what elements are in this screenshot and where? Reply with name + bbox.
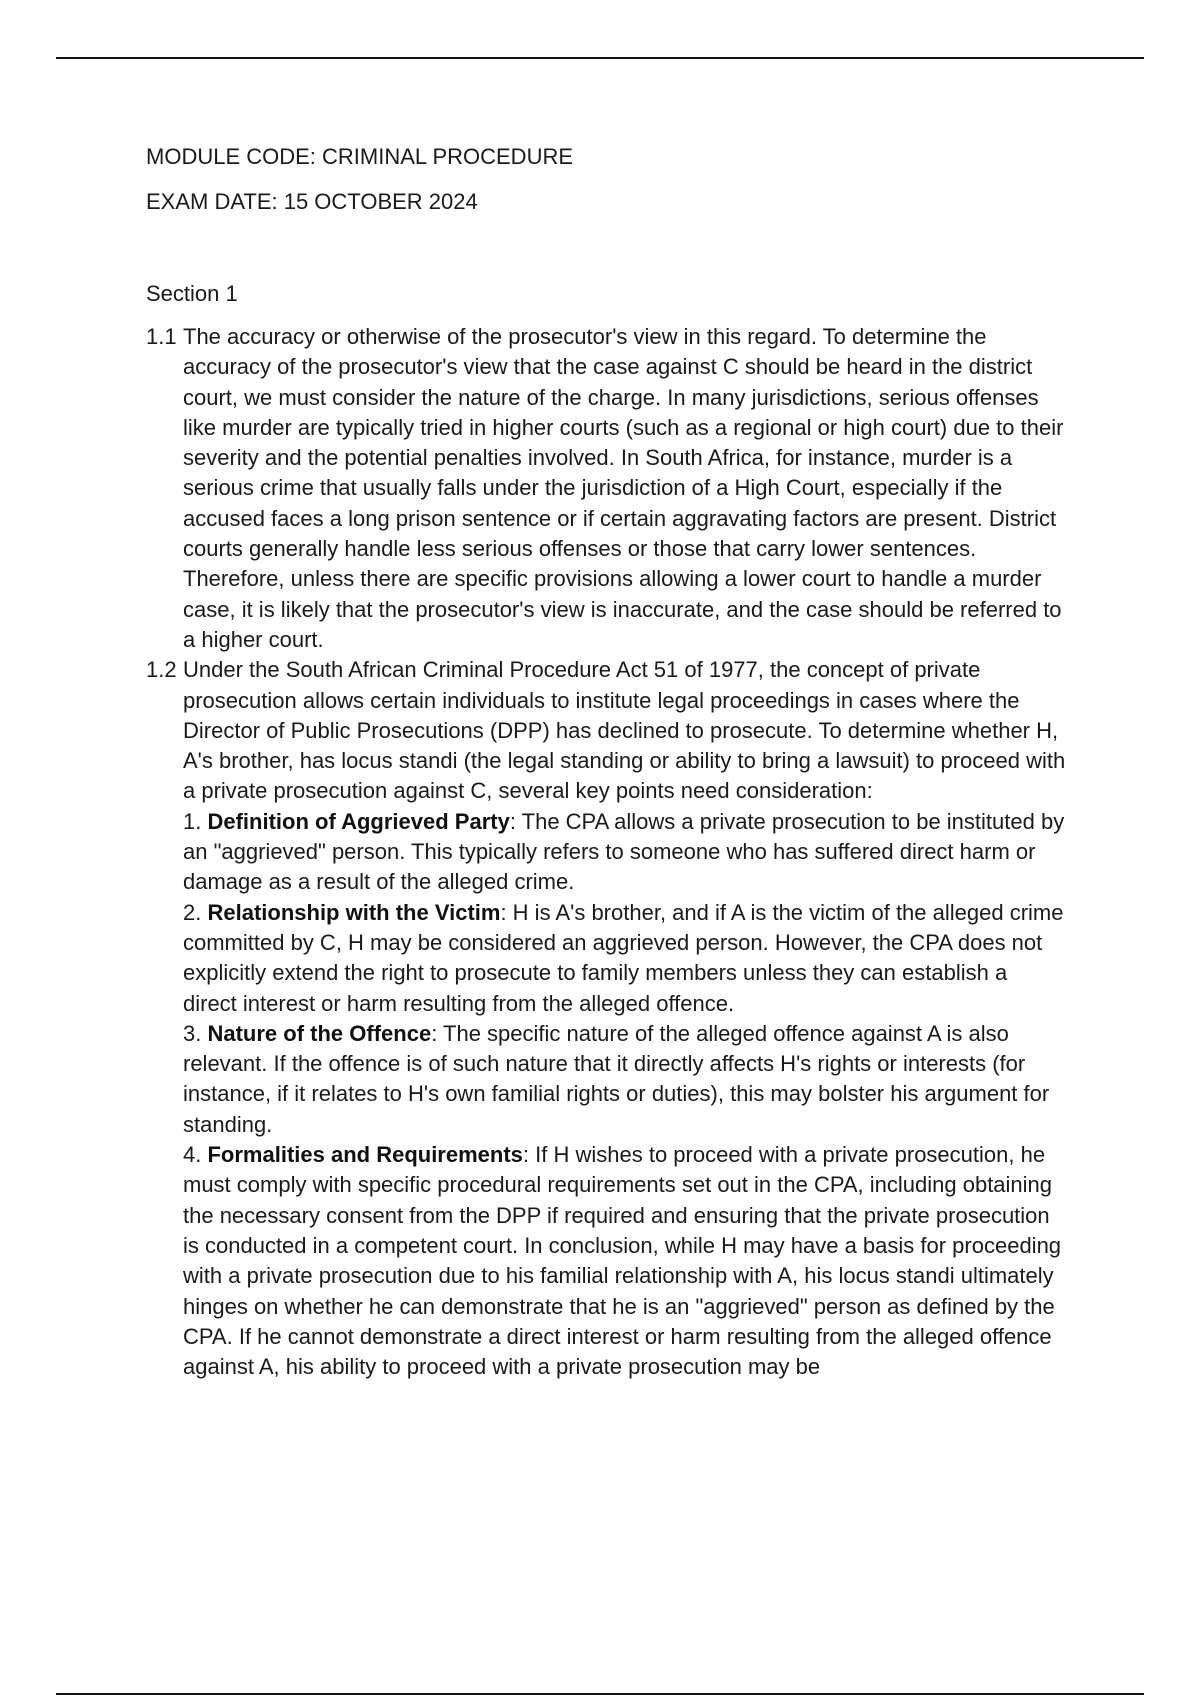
point-1 [183, 807, 1066, 898]
point-title: Relationship with the Victim [207, 899, 501, 925]
point-number: 4. [183, 1142, 202, 1168]
module-code: MODULE CODE: CRIMINAL PROCEDURE [146, 144, 574, 169]
bottom-rule [56, 1693, 1144, 1695]
point-3 [183, 1019, 1066, 1140]
exam-date: EXAM DATE: 15 OCTOBER 2024 [146, 189, 478, 214]
point-title: Nature of the Offence [207, 1020, 432, 1046]
top-rule [56, 57, 1144, 59]
question-1-1 [146, 322, 1066, 655]
question-intro: Under the South African Criminal Procedure Act 51 of 1977, the concept of private prosecution allows certain individuals to institute legal proceedings in cases where the Director of Public Prosecutions (DPP) has declined to prosecute. To determine whether H, A's brother, has locus standi (the legal standing or ability to bring a lawsuit) to proceed with a private prosecution against C, several key points need consideration: [183, 657, 1066, 804]
point-title: Formalities and Requirements [207, 1142, 523, 1168]
point-number: 2. [183, 899, 202, 925]
question-1-2 [146, 655, 1066, 1382]
point-2 [183, 898, 1066, 1019]
question-number: 1.1 [146, 324, 177, 349]
question-number: 1.2 [146, 657, 177, 683]
point-text: : The specific nature of the alleged offence against A is also relevant. If the offence is of such nature that it directly affects H's rights or interests (for instance, if it relates to H's own familial rights or duties), this may bolster his argument for standing. [183, 1020, 1050, 1137]
point-text: : The CPA allows a private prosecution to be instituted by an "aggrieved" person. This typically refers to someone who has suffered direct harm or damage as a result of the alleged crime. [183, 808, 1065, 895]
point-number: 3. [183, 1020, 202, 1046]
point-title: Definition of Aggrieved Party [207, 808, 510, 834]
point-text: : H is A's brother, and if A is the victim of the alleged crime committed by C, H may be considered an aggrieved person. However, the CPA does not explicitly extend the right to prosecute to family members unless they can establish a direct interest or harm resulting from the alleged offence. [183, 899, 1064, 1016]
question-text: The accuracy or otherwise of the prosecutor's view in this regard. To determine the accuracy of the prosecutor's view that the case against C should be heard in the district court, we must consider the nature of the charge. In many jurisdictions, serious offenses like murder are typically tried in higher courts (such as a regional or high court) due to their severity and the potential penalties involved. In South Africa, for instance, murder is a serious crime that usually falls under the jurisdiction of a High Court, especially if the accused faces a long prison sentence or if certain aggravating factors are present. District courts generally handle less serious offenses or those that carry lower sentences. Therefore, unless there are specific provisions allowing a lower court to handle a murder case, it is likely that the prosecutor's view is inaccurate, and the case should be referred to a higher court. [183, 324, 1064, 652]
point-4 [183, 1140, 1066, 1382]
point-text: : If H wishes to proceed with a private prosecution, he must comply with specific procedural requirements set out in the CPA, including obtaining the necessary consent from the DPP if required and ensuring that the private prosecution is conducted in a competent court. In conclusion, while H may have a basis for proceeding with a private prosecution due to his familial relationship with A, his locus standi ultimately hinges on whether he can demonstrate that he is an "aggrieved" person as defined by the CPA. If he cannot demonstrate a direct interest or harm resulting from the alleged offence against A, his ability to proceed with a private prosecution may be [183, 1142, 1062, 1380]
section-title: Section 1 [146, 281, 238, 306]
point-number: 1. [183, 808, 202, 834]
document-body [146, 142, 1066, 1382]
